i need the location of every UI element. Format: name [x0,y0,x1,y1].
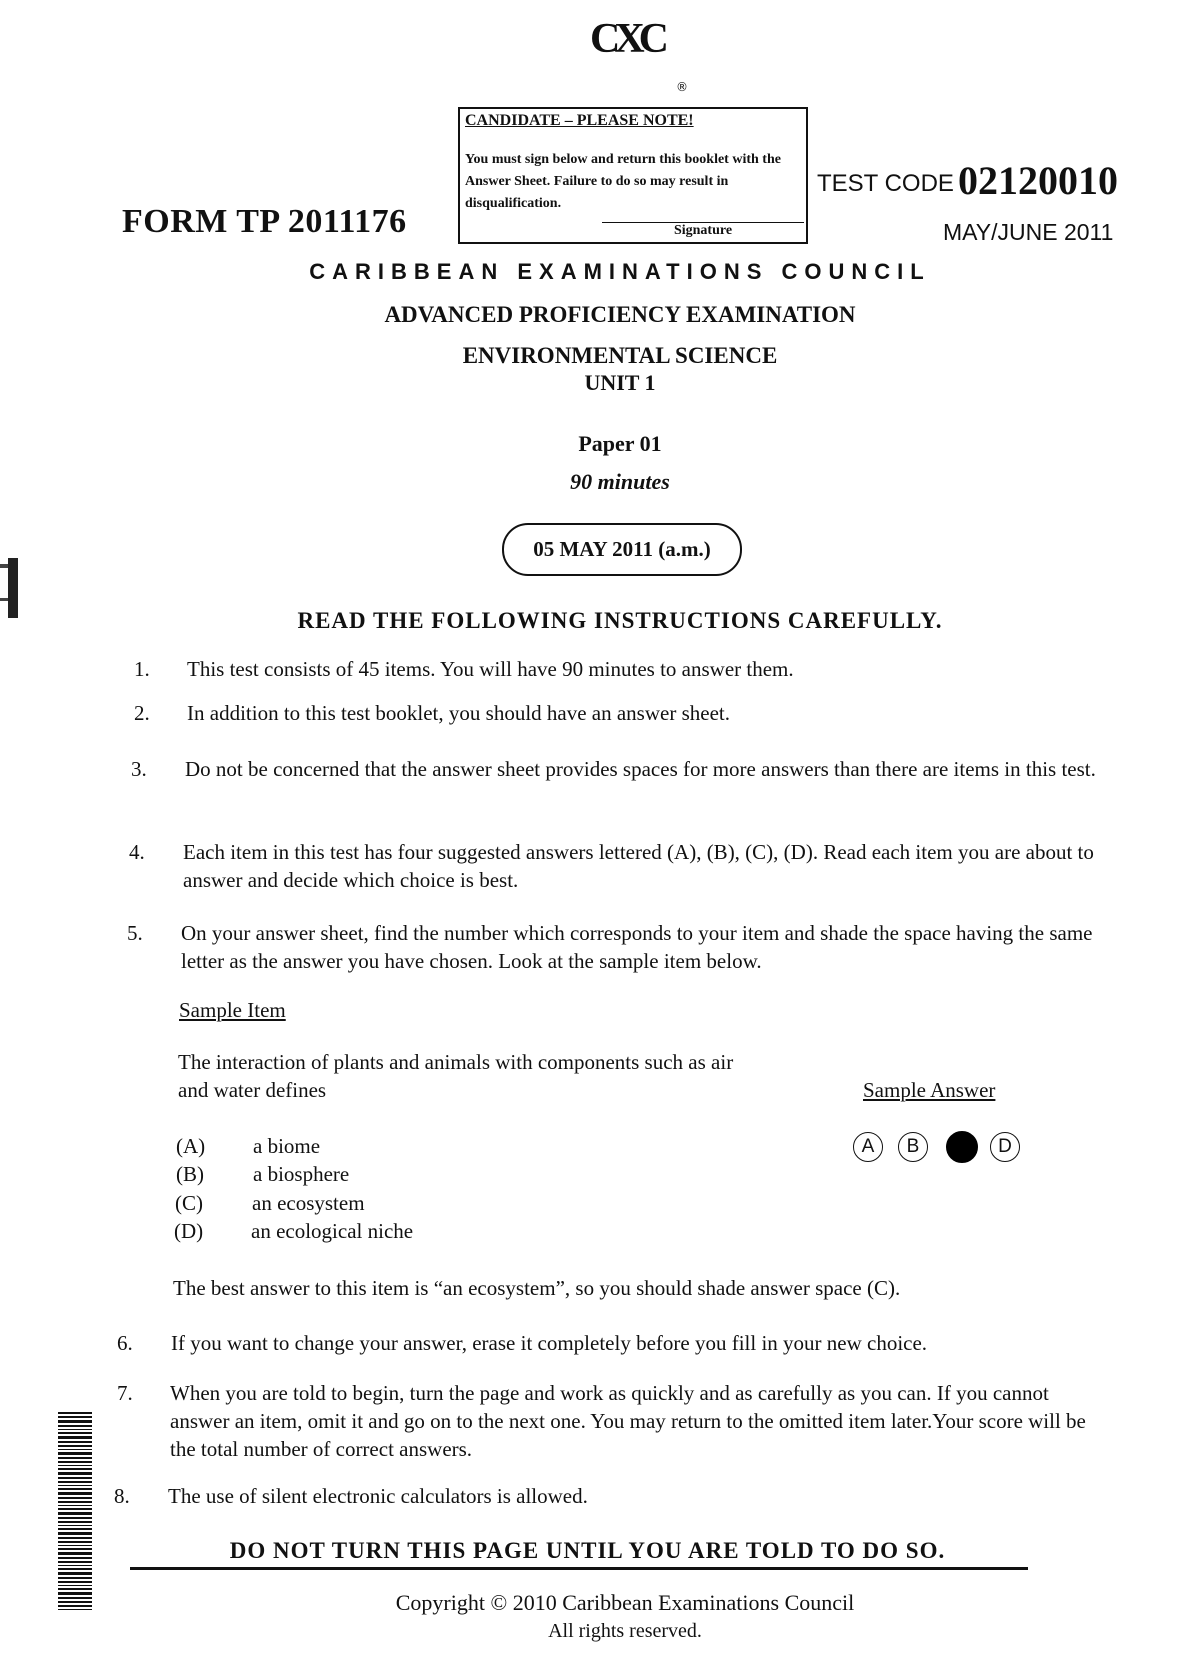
item-text: Do not be concerned that the answer sheet provides spaces for more answers than there are items in this test. [185,757,1096,781]
test-code: 02120010 [958,158,1118,203]
note-body: You must sign below and return this booklet with the Answer Sheet. Failure to do so may result in disqualification. [465,152,781,211]
duration: 90 minutes [570,469,670,494]
item-number: 4. [129,840,145,864]
item-text: Each item in this test has four suggested answers lettered (A), (B), (C), (D). Read each item you are about to answer and decide which choice is best. [183,840,1094,892]
item-text: When you are told to begin, turn the page and work as quickly and as carefully as you can. If you cannot answer an item, omit it and go on to the next one. You may return to the omitted item later.Your score will be the total number of correct answers. [170,1381,1086,1461]
barcode [58,1412,98,1627]
do-not-turn-warning: DO NOT TURN THIS PAGE UNTIL YOU ARE TOLD TO DO SO. [229,1538,946,1563]
option-text: an ecological niche [251,1219,414,1243]
answer-bubble-c-filled[interactable] [946,1131,978,1163]
all-rights-reserved: All rights reserved. [548,1620,702,1642]
instructions-heading: READ THE FOLLOWING INSTRUCTIONS CAREFULLY. [297,608,943,633]
exam-session: MAY/JUNE 2011 [943,219,1114,245]
option-text: a biome [253,1134,321,1158]
item-text: In addition to this test booklet, you should have an answer sheet. [187,701,730,725]
exam-name: ADVANCED PROFICIENCY EXAMINATION [384,302,856,327]
item-number: 7. [117,1381,133,1405]
candidate-note-box [458,107,808,244]
note-title: CANDIDATE – PLEASE NOTE! [465,112,694,129]
option-letter: (D) [174,1219,204,1243]
sample-answer-label: Sample Answer [863,1078,996,1102]
option-letter: (B) [176,1162,204,1186]
registered-mark: ® [676,80,688,94]
council-name: CARIBBEAN EXAMINATIONS COUNCIL [309,259,931,284]
answer-bubble-a[interactable]: A [853,1132,883,1162]
footer-rule [130,1567,1028,1570]
unit-name: UNIT 1 [584,370,656,395]
sample-explanation: The best answer to this item is “an ecosystem”, so you should shade answer space (C). [173,1276,901,1300]
test-code-label: TEST CODE [817,170,954,197]
form-number: FORM TP 2011176 [122,203,407,240]
answer-bubble-d[interactable]: D [990,1132,1020,1162]
option-letter: (C) [175,1191,203,1215]
option-letter: (A) [176,1134,206,1158]
item-number: 5. [127,921,143,945]
item-number: 8. [114,1484,130,1508]
option-text: an ecosystem [252,1191,365,1215]
option-text: a biosphere [253,1162,350,1186]
signature-label: Signature [673,223,733,238]
scan-margin-mark [0,558,22,618]
copyright: Copyright © 2010 Caribbean Examinations Council [395,1590,855,1615]
item-number: 3. [131,757,147,781]
item-text: The use of silent electronic calculators is allowed. [168,1484,588,1508]
item-text: This test consists of 45 items. You will have 90 minutes to answer them. [187,657,794,681]
logo-text: CXC [590,16,663,62]
item-number: 6. [117,1331,133,1355]
item-number: 1. [134,657,150,681]
sample-item-label: Sample Item [179,998,286,1022]
item-text: If you want to change your answer, erase it completely before you fill in your new choice. [171,1331,928,1355]
item-text: On your answer sheet, find the number which corresponds to your item and shade the space having the same letter as the answer you have chosen. Look at the sample item below. [181,921,1093,973]
exam-date-box: 05 MAY 2011 (a.m.) [502,523,742,576]
answer-bubble-b[interactable]: B [898,1132,928,1162]
cxc-logo [590,14,688,94]
paper-name: Paper 01 [578,431,662,456]
sample-question: The interaction of plants and animals with components such as air and water defines [178,1050,734,1102]
item-number: 2. [134,701,150,725]
subject-name: ENVIRONMENTAL SCIENCE [462,343,778,368]
